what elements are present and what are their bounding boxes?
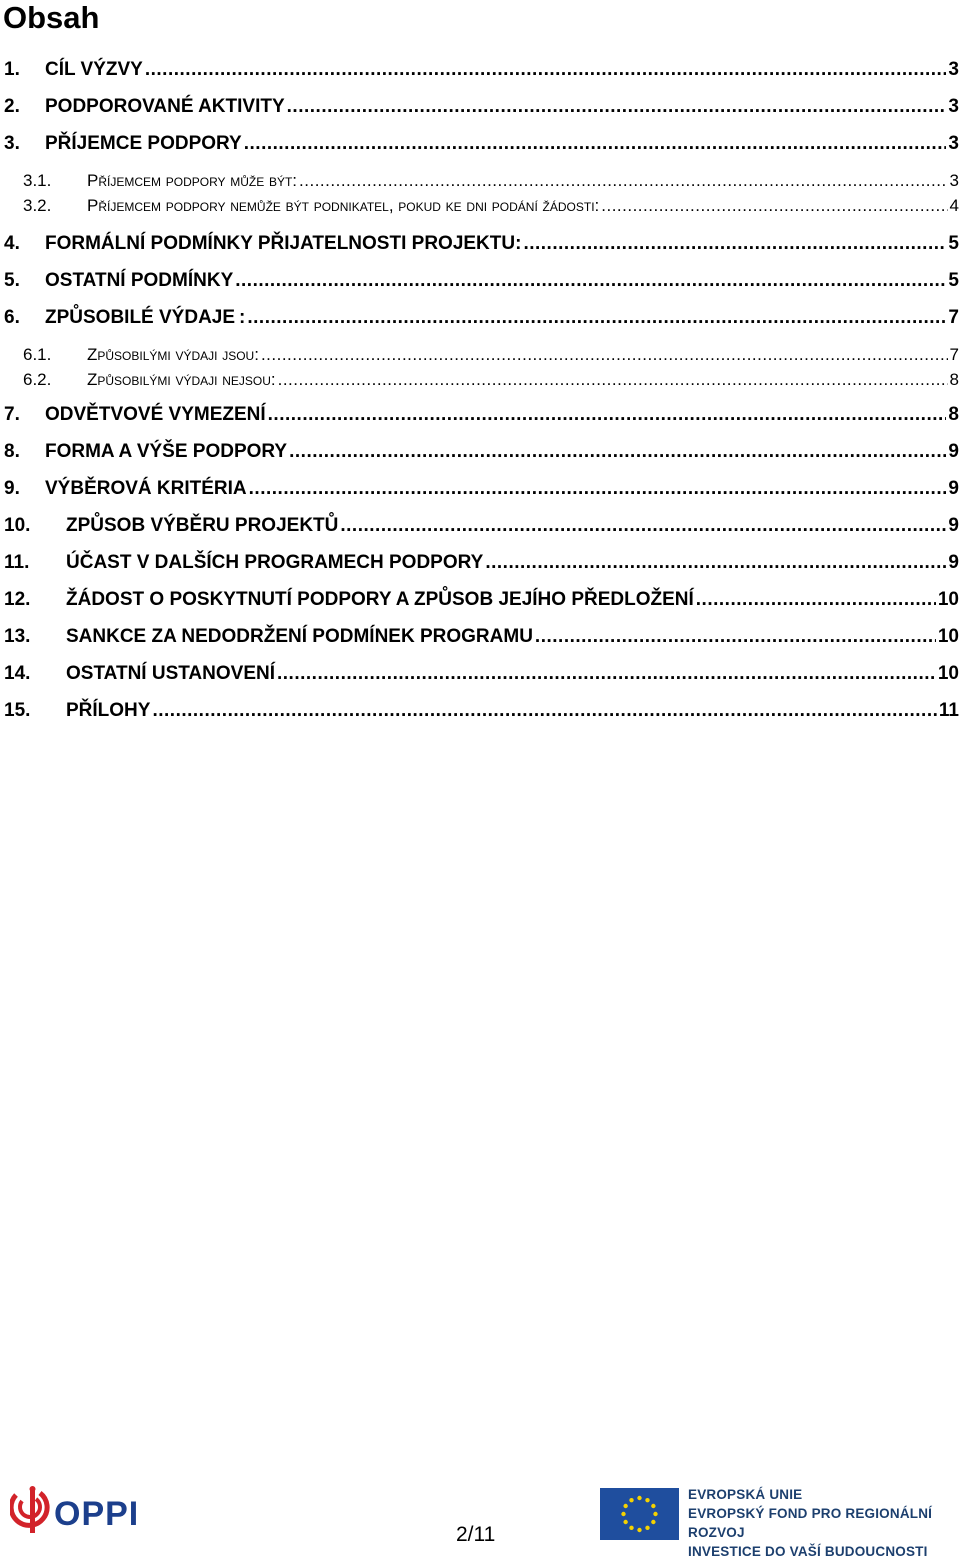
toc-entry-number: 14. [4,663,31,684]
eu-star [629,1526,633,1530]
toc-entry-number: 13. [4,626,31,647]
toc-entry-page: 10 [937,589,959,610]
toc-entry-number: 2. [4,96,20,117]
toc-entry[interactable] [4,626,959,650]
toc-entry-page: 10 [937,626,959,647]
toc-dot-leader [261,345,948,365]
toc-entry-number: 3. [4,133,20,154]
toc-entry-page: 3 [948,96,959,117]
eu-star [637,1528,641,1532]
toc-entry-page: 9 [948,478,959,499]
toc-entry-label: OSTATNÍ PODMÍNKY [45,270,234,291]
toc-dot-leader [601,196,947,216]
toc-entry-label: ZPŮSOBILÉ VÝDAJE [45,307,236,328]
eu-star [645,1498,649,1502]
toc-dot-leader [535,626,936,648]
toc-entry-page: 3 [948,133,959,154]
toc-dot-leader [268,404,947,426]
toc-entry-label: FORMA A VÝŠE PODPORY [45,441,288,462]
eu-star [637,1496,641,1500]
toc-entry[interactable] [23,345,959,367]
toc-entry-number: 3.2. [23,196,52,215]
toc-entry-label: Způsobilými výdaji nejsou: [87,370,276,389]
toc-entry-number: 4. [4,233,20,254]
toc-entry-number: 3.1. [23,171,52,190]
toc-entry[interactable] [23,370,959,392]
toc-entry-number: 10. [4,515,31,536]
toc-entry-suffix: : [239,307,246,328]
toc-entry-page: 8 [948,404,959,425]
toc-entry-label: CÍL VÝZVY [45,59,143,80]
toc-dot-leader [485,552,946,574]
toc-entry[interactable] [4,270,959,294]
toc-entry[interactable] [4,589,959,613]
toc-entry-page: 11 [938,700,959,721]
toc-entry-number: 6. [4,307,20,328]
toc-entry[interactable] [4,515,959,539]
toc-entry-label: Způsobilými výdaji jsou: [87,345,259,364]
toc-entry[interactable] [4,307,959,331]
eu-star [651,1520,655,1524]
toc-dot-leader [289,441,946,463]
toc-entry-label: Příjemcem podpory může být: [87,171,298,190]
toc-entry[interactable] [4,552,959,576]
toc-dot-leader [277,663,936,685]
toc-entry[interactable] [4,478,959,502]
toc-entry-label: ŽÁDOST O POSKYTNUTÍ PODPORY A ZPŮSOB JEJÍHO PŘEDLOŽENÍ [66,589,694,610]
toc-entry-page: 7 [949,345,959,364]
oppi-emblem-icon [11,1486,47,1533]
toc-entry[interactable] [4,96,959,120]
toc-entry-label: ÚČAST V DALŠÍCH PROGRAMECH PODPORY [66,552,484,573]
eu-star [651,1504,655,1508]
page-title: Obsah [3,0,100,35]
toc-dot-leader [299,171,948,191]
toc-dot-leader [696,589,936,611]
toc-dot-leader [152,700,936,722]
eu-star [621,1512,625,1516]
toc-entry-number: 1. [4,59,20,80]
toc-entry-number: 8. [4,441,20,462]
toc-entry[interactable] [4,441,959,465]
toc-entry[interactable] [4,404,959,428]
toc-entry-label: Příjemcem podpory nemůže být podnikatel, pokud ke dni podání žádosti: [87,196,600,215]
toc-entry-label: ODVĚTVOVÉ VYMEZENÍ [45,404,266,425]
toc-dot-leader [235,270,946,292]
eu-star [623,1504,627,1508]
toc-entry-page: 7 [948,307,959,328]
toc-entry-label: FORMÁLNÍ PODMÍNKY PŘIJATELNOSTI PROJEKTU: [45,233,522,254]
toc-entry-page: 9 [948,552,959,573]
toc-entry-page: 5 [948,233,959,254]
eu-line-fund: EVROPSKÝ FOND PRO REGIONÁLNÍ ROZVOJ [688,1506,933,1540]
eu-star [629,1498,633,1502]
oppi-logo-text: OPPI [54,1495,140,1533]
toc-entry-page: 9 [948,515,959,536]
toc-entry-label: PŘÍJEMCE PODPORY [45,133,242,154]
eu-line-union: EVROPSKÁ UNIE [688,1487,803,1502]
toc-entry-label: VÝBĚROVÁ KRITÉRIA [45,478,247,499]
toc-entry-page: 3 [948,59,959,80]
toc-entry-number: 5. [4,270,20,291]
toc-entry-page: 5 [948,270,959,291]
toc-dot-leader [278,370,948,390]
toc-entry[interactable] [4,133,959,157]
eu-star [623,1520,627,1524]
eu-star [645,1526,649,1530]
toc-entry-page: 4 [949,196,959,215]
toc-entry-number: 11. [4,552,30,573]
toc-entry-number: 12. [4,589,31,610]
toc-entry-label: SANKCE ZA NEDODRŽENÍ PODMÍNEK PROGRAMU [66,626,533,647]
eu-line-investment: INVESTICE DO VAŠÍ BUDOUCNOSTI [688,1544,928,1559]
toc-dot-leader [523,233,946,255]
toc-dot-leader [249,478,947,500]
toc-dot-leader [340,515,946,537]
toc-entry-number: 15. [4,700,31,721]
toc-entry-label: OSTATNÍ USTANOVENÍ [66,663,275,684]
toc-entry-page: 9 [948,441,959,462]
eu-star [653,1512,657,1516]
toc-entry-label: PŘÍLOHY [66,700,151,721]
toc-dot-leader [244,133,947,155]
toc-entry-page: 8 [949,370,959,389]
toc-entry-label: ZPŮSOB VÝBĚRU PROJEKTŮ [66,515,339,536]
toc-entry-number: 6.1. [23,345,52,364]
toc-entry-number: 7. [4,404,20,425]
toc-entry[interactable] [4,233,959,257]
toc-entry-page: 10 [937,663,959,684]
toc-entry[interactable] [4,700,959,724]
toc-entry[interactable] [4,59,959,83]
toc-entry[interactable] [23,196,959,218]
toc-entry-number: 6.2. [23,370,52,389]
page-number: 2/11 [456,1523,496,1546]
toc-entry-number: 9. [4,478,20,499]
toc-entry-label: PODPOROVANÉ AKTIVITY [45,96,285,117]
oppi-logo [10,1485,160,1539]
toc-entry-page: 3 [949,171,959,190]
toc-entry[interactable] [4,663,959,687]
toc-entry[interactable] [23,171,959,193]
eu-flag-icon [600,1488,679,1540]
toc-dot-leader [247,307,946,329]
toc-dot-leader [287,96,947,118]
toc-dot-leader [145,59,947,81]
